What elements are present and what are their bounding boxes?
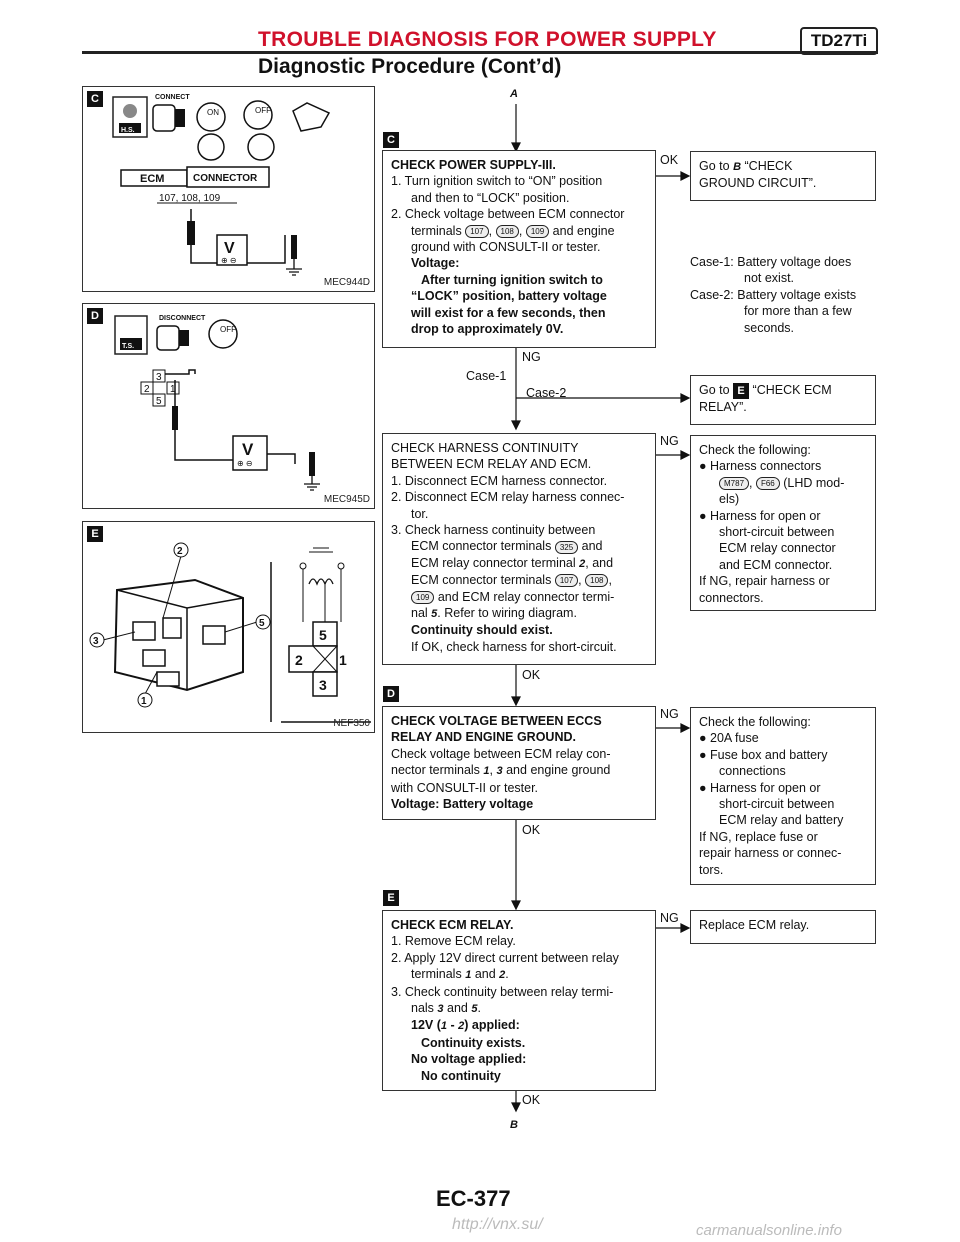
disconnect-label: DISCONNECT xyxy=(159,315,206,322)
step1-ok-result: Go to B “CHECK GROUND CIRCUIT”. xyxy=(690,151,876,201)
svg-text:⊕ ⊖: ⊕ ⊖ xyxy=(221,256,237,265)
terminal-325: 325 xyxy=(555,541,578,554)
case1-label: Case-1 xyxy=(466,369,507,383)
relay-terminal-diagram xyxy=(83,522,374,732)
page-subtitle: Diagnostic Procedure (Cont’d) xyxy=(258,55,562,78)
diagram-panel-d xyxy=(82,303,375,509)
terminal-109: 109 xyxy=(411,591,434,604)
step4-ng-label: NG xyxy=(660,911,679,925)
switch-off-label: OFF xyxy=(220,325,236,334)
ecm-label: ECM xyxy=(140,173,165,185)
meter-v: V xyxy=(224,240,235,257)
end-marker: B xyxy=(510,1119,518,1131)
terminal-109: 109 xyxy=(526,225,549,238)
hs-label: H.S. xyxy=(121,127,135,134)
figure-code: NEF350 xyxy=(333,718,370,729)
step2-title: CHECK HARNESS CONTINUITY xyxy=(391,441,579,455)
case2-result: Go to E “CHECK ECM RELAY”. xyxy=(690,375,876,425)
page-header-title: TROUBLE DIAGNOSIS FOR POWER SUPPLY xyxy=(258,28,717,51)
step1-title: CHECK POWER SUPPLY-III. xyxy=(391,158,556,172)
step2-ng-result: Check the following: ● Harness connectors M787 , F66 (LHD mod- els) ● Harness for open or short-circuit between ECM relay connector and ECM connector. If NG, repair harness or connectors. xyxy=(690,435,876,611)
switch-off-label: OFF xyxy=(255,106,271,115)
figure-code: MEC944D xyxy=(323,277,370,288)
pin-5: 5 xyxy=(319,627,327,643)
pin-1: 1 xyxy=(339,652,347,668)
step3-title: CHECK VOLTAGE BETWEEN ECCS xyxy=(391,714,602,728)
panel-tag-e: E xyxy=(87,526,103,542)
meter-v: V xyxy=(242,440,254,459)
header-rule xyxy=(82,51,878,54)
relay-terminal-5: 5 xyxy=(471,1003,478,1016)
switch-on-label: ON xyxy=(207,108,219,117)
model-badge: TD27Ti xyxy=(800,27,878,55)
terminal-107: 107 xyxy=(465,225,488,238)
svg-text:⊕ ⊖: ⊕ ⊖ xyxy=(237,459,253,468)
step1-ng-label: NG xyxy=(522,350,541,364)
callout-1: 1 xyxy=(141,696,147,707)
pin-5: 5 xyxy=(156,396,162,407)
step2-ok-label: OK xyxy=(522,668,541,682)
ts-label: T.S. xyxy=(122,343,135,350)
step4-title: CHECK ECM RELAY. xyxy=(391,918,514,932)
diagram-panel-e xyxy=(82,521,375,733)
relay-terminal-1: 1 xyxy=(465,969,472,982)
case2-label: Case-2 xyxy=(526,386,567,400)
relay-terminal-3: 3 xyxy=(496,765,503,778)
step4-tag: E xyxy=(383,890,399,906)
pin-3: 3 xyxy=(319,677,327,693)
step3-ng-result: Check the following: ● 20A fuse ● Fuse box and battery connections ● Harness for open or short-circuit between ECM relay and battery If NG, replace fuse or repair harness or connec- tors. xyxy=(690,707,876,885)
terminal-numbers: 107, 108, 109 xyxy=(159,193,221,204)
step3-tag: D xyxy=(383,686,399,702)
relay-voltage-diagram xyxy=(83,304,374,508)
case-descriptions: Case-1: Battery voltage does not exist. Case-2: Battery voltage exists for more than a few seconds. xyxy=(690,255,857,335)
terminal-108: 108 xyxy=(496,225,519,238)
relay-terminal-5: 5 xyxy=(431,608,438,621)
pin-2: 2 xyxy=(295,652,303,668)
pin-1: 1 xyxy=(170,384,176,395)
figure-code: MEC945D xyxy=(323,494,370,505)
connector-label: CONNECTOR xyxy=(193,173,258,184)
source-link[interactable]: http://vnx.su/ xyxy=(452,1216,543,1233)
step1-box: CHECK POWER SUPPLY-III. 1. Turn ignition switch to “ON” position and then to “LOCK” position. 2. Check voltage between ECM connector terminals 107 , 108 , 109 and engine ground with CONSULT-II or tester. Voltage: After turning ignition switch to “LOCK” position, battery voltage will exist for a few seconds, then drop to approximately 0V. xyxy=(382,150,656,348)
callout-2: 2 xyxy=(177,546,183,557)
step3-box: CHECK VOLTAGE BETWEEN ECCS RELAY AND ENGINE GROUND. Check voltage between ECM relay con- nector terminals 1, 3 and engine ground with CONSULT-II or tester. Voltage: Battery voltage xyxy=(382,706,656,820)
diagram-panel-c xyxy=(82,86,375,292)
connector-f66: F66 xyxy=(756,477,780,490)
callout-3: 3 xyxy=(93,636,99,647)
step4-ok-label: OK xyxy=(522,1093,541,1107)
connector-m787: M787 xyxy=(719,477,749,490)
page-number: EC-377 xyxy=(436,1186,511,1211)
terminal-107: 107 xyxy=(555,574,578,587)
relay-terminal-2: 2 xyxy=(499,969,506,982)
pin-2: 2 xyxy=(144,384,150,395)
step2-ng-label: NG xyxy=(660,434,679,448)
callout-5: 5 xyxy=(259,618,265,629)
step1-tag: C xyxy=(383,132,399,148)
panel-tag-c: C xyxy=(87,91,103,107)
case2-tag: E xyxy=(733,383,749,399)
relay-terminal-2: 2 xyxy=(579,557,586,570)
step2-box: CHECK HARNESS CONTINUITY BETWEEN ECM RELAY AND ECM. 1. Disconnect ECM harness connector. 2. Disconnect ECM relay harness connec- tor. 3. Check harness continuity between ECM connector terminals 325 and ECM relay connector terminal 2, and ECM connector terminals 107 , 108 , 109 and ECM relay connector termi- nal 5. Refer to wiring diagram. Continuity should exist. If OK, check harness for short-circuit. xyxy=(382,433,656,665)
step3-ok-label: OK xyxy=(522,823,541,837)
relay-terminal-1: 1 xyxy=(483,765,490,778)
terminal-108: 108 xyxy=(585,574,608,587)
voltage-check-diagram xyxy=(83,87,374,291)
relay-terminal-3: 3 xyxy=(437,1003,444,1016)
pin-3: 3 xyxy=(156,372,162,383)
step3-ng-label: NG xyxy=(660,707,679,721)
step4-box: CHECK ECM RELAY. 1. Remove ECM relay. 2. Apply 12V direct current between relay terminals 1 and 2. 3. Check continuity between relay termi- nals 3 and 5. 12V (1 - 2) applied: Continuity exists. No voltage applied: No continuity xyxy=(382,910,656,1091)
connect-label: CONNECT xyxy=(155,94,190,101)
step4-ng-result: Replace ECM relay. xyxy=(690,910,876,944)
start-marker: A xyxy=(510,88,518,100)
watermark: carmanualsonline.info xyxy=(696,1222,842,1239)
step1-ok-label: OK xyxy=(660,153,679,167)
panel-tag-d: D xyxy=(87,308,103,324)
